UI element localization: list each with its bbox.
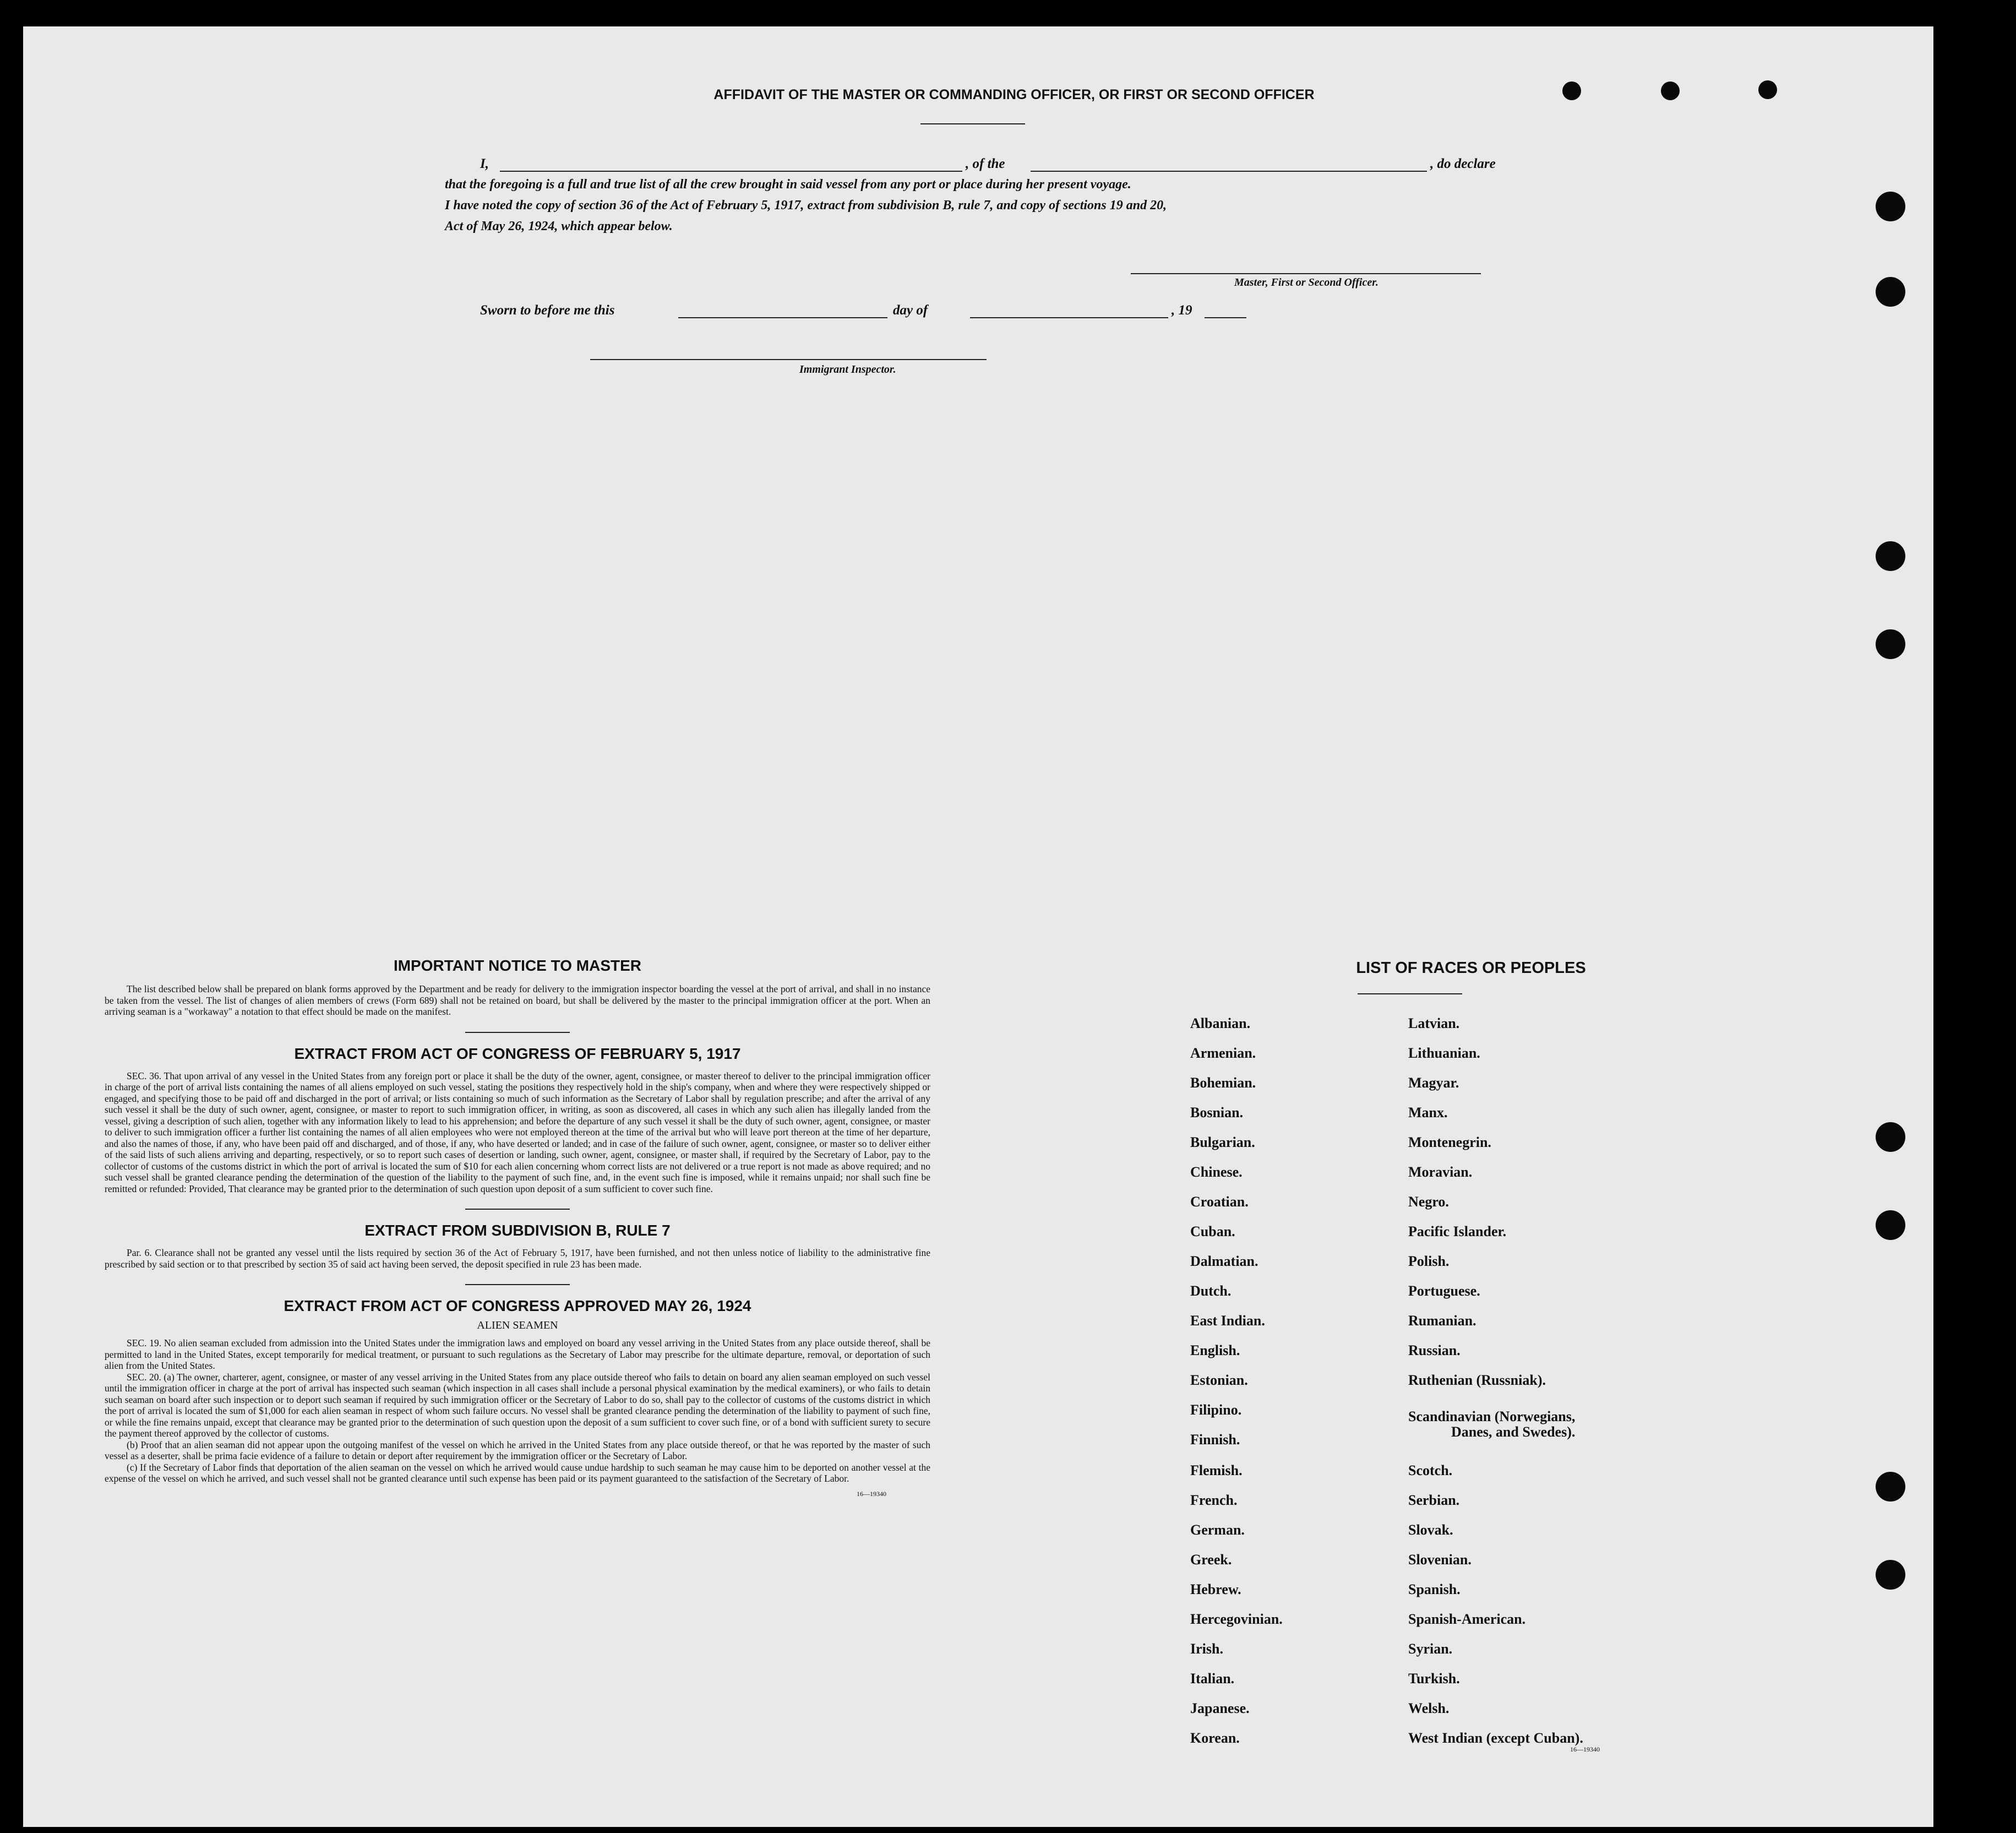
race-item: Bulgarian. [1190,1134,1255,1150]
extract-1917-title: EXTRACT FROM ACT OF CONGRESS OF FEBRUARY 5, 1917 [294,1045,741,1062]
race-item: Magyar. [1408,1075,1459,1091]
binder-hole [1876,629,1905,659]
binder-hole [1876,1560,1905,1590]
race-item: Scandinavian (Norwegians, [1408,1408,1576,1424]
binder-hole [1876,192,1905,221]
race-item: Portuguese. [1408,1283,1480,1299]
race-item: Spanish. [1408,1581,1461,1597]
form-number: 16—19340 [857,1489,886,1498]
race-item: Dalmatian. [1190,1253,1258,1269]
sworn-day-blank [678,317,887,318]
race-item: French. [1190,1492,1238,1508]
race-item: English. [1190,1342,1240,1358]
race-item: Albanian. [1190,1015,1251,1031]
paragraph-6-text: Par. 6. Clearance shall not be granted any vessel until the lists required by section 36 of the Act of February 5, 1917, have been furnished, and not then unless notice of liability to the administrative fine prescribed by said section or to that prescribed by section 35 of said act having been served, the deposit specified in rule 23 has been made. [105,1247,930,1270]
section-19-text: SEC. 19. No alien seaman excluded from admission into the United States under the immigration laws and employed on board any vessel arriving in the United States from any place outside thereof, shall be permitted to land in the United States, except temporarily for medical treatment, or pursuant to such regulations as the Secretary of Labor may prescribe for the ultimate departure, removal, or deportation of such alien from the United States. [105,1337,930,1371]
race-item: Estonian. [1190,1372,1248,1388]
section-20c-text: (c) If the Secretary of Labor finds that deportation of the alien seaman on the vessel on which he arrived would cause undue hardship to such seaman he may cause him to be deported on another vessel at the expense of the vessel on which he arrived, and such vessel shall not be granted clearance until such expense has been paid or its payment guaranteed to the satisfaction of the Secretary of Labor. [105,1461,930,1484]
binder-hole [1876,1122,1905,1152]
race-item: Irish. [1190,1641,1223,1657]
affidavit-line-3: I have noted the copy of section 36 of the Act of February 5, 1917, extract from subdivision B, rule 7, and copy of sections 19 and 20, [445,198,1167,213]
year-label: , 19 [1172,303,1192,318]
race-item: Moravian. [1408,1164,1473,1180]
name-blank [500,171,962,172]
race-item: Slovak. [1408,1522,1453,1538]
races-title: LIST OF RACES OR PEOPLES [1356,959,1586,977]
divider [465,1032,570,1033]
race-item: West Indian (except Cuban). [1408,1730,1583,1746]
punch-dot [1562,81,1581,100]
section-20b-text: (b) Proof that an alien seaman did not appear upon the outgoing manifest of the vessel on which he arrived in the United States from any place outside thereof, or that he was reported by the master of such vessel as a deserter, shall be prima facie evidence of a failure to detain or deport after requirement by the immigration officer or the Secretary of Labor. [105,1439,930,1461]
race-item: Hercegovinian. [1190,1611,1283,1627]
affidavit-line-2: that the foregoing is a full and true list of all the crew brought in said vessel from any port or place during her present voyage. [445,177,1131,192]
race-item: Pacific Islander. [1408,1223,1507,1239]
race-item: Polish. [1408,1253,1450,1269]
race-item: Turkish. [1408,1671,1460,1687]
section-36-text: SEC. 36. That upon arrival of any vessel in the United States from any foreign port or place it shall be the duty of the owner, agent, consignee, or master thereof to deliver to the principal immigration officer in charge of the port of arrival lists containing the names of all aliens employed on such vessel, stating the positions they respectively hold in the ship's company, when and where they were respectively shipped or engaged, and specifying those to be paid off and discharged in the port of arrival; or lists containing so much of such information as the Secretary of Labor shall by regulation prescribe; and after the arrival of any such vessel it shall be the duty of such owner, agent, consignee, or master to report to such immigration officer, in writing, as soon as discovered, all cases in which any such alien has illegally landed from the vessel, giving a description of such alien, together with any information likely to lead to his apprehension; and before the departure of any such vessel it shall be the duty of such owner, agent, consignee, or master to deliver to such immigration officer a further list containing the names of all alien employees who were not employed thereon at the time of the arrival but who will leave port thereon at the time of her departure, and also the names of those, if any, who have been paid off and discharged, and of those, if any, who have deserted or landed; and in case of the failure of such owner, agent, consignee, or master so to deliver either of the said lists of such aliens arriving and departing, respectively, or so to report such cases of desertion or landing, such owner, agent, consignee, or master shall, if required by the Secretary of Labor, pay to the collector of customs of the customs district in which the port of arrival is located the sum of $10 for each alien concerning whom correct lists are not delivered or a true report is not made as above required; and no such vessel shall be granted clearance pending the determination of the question of the liability to the payment of such fine, and, in the event such fine is imposed, while it remains unpaid; nor shall such fine be remitted or refunded: Provided, That clearance may be granted prior to the determination of such question upon deposit of a sum sufficient to cover such fine. [105,1070,930,1194]
race-item: Latvian. [1408,1015,1460,1031]
race-item: Syrian. [1408,1641,1453,1657]
race-item: Slovenian. [1408,1552,1472,1568]
race-item: Montenegrin. [1408,1134,1491,1150]
document-sheet [23,26,1933,1827]
punch-dot [1661,81,1680,100]
race-item: Manx. [1408,1105,1448,1121]
race-item: Flemish. [1190,1462,1243,1478]
master-caption: Master, First or Second Officer. [1234,276,1378,289]
subdivision-b-title: EXTRACT FROM SUBDIVISION B, RULE 7 [364,1222,671,1239]
race-item: Russian. [1408,1342,1461,1358]
affidavit-of-the-label: , of the [966,156,1005,171]
binder-hole [1876,1472,1905,1502]
race-item: Greek. [1190,1552,1232,1568]
race-item: Finnish. [1190,1432,1240,1448]
race-item: Filipino. [1190,1402,1242,1418]
divider [920,123,1025,124]
race-item: Scotch. [1408,1462,1453,1478]
binder-hole [1876,277,1905,307]
race-item: Welsh. [1408,1700,1450,1716]
day-of-label: day of [893,303,928,318]
inspector-signature-line [590,359,987,360]
race-item: Spanish-American. [1408,1611,1526,1627]
form-number: 16—19340 [1570,1745,1600,1753]
year-blank [1205,317,1246,318]
binder-hole [1876,1210,1905,1240]
punch-dot [1758,80,1777,99]
race-item: East Indian. [1190,1313,1265,1329]
divider [1358,993,1462,994]
notice-text: The list described below shall be prepared on blank forms approved by the Department and be ready for delivery to the immigration inspector boarding the vessel at the port of arrival, and shall in no instance be taken from the vessel. The list of changes of alien members of crews (Form 689) shall not be retained on board, but shall be delivered by the master to the principal immigration officer at the port. When an arriving seaman is a "workaway" a notation to that effect should be made on the manifest. [105,983,930,1017]
race-item: German. [1190,1522,1245,1538]
extract-1924-title: EXTRACT FROM ACT OF CONGRESS APPROVED MAY 26, 1924 [284,1297,751,1314]
affidavit-i-label: I, [480,156,489,171]
race-item: Serbian. [1408,1492,1460,1508]
legal-column [105,957,930,1498]
binder-hole [1876,541,1905,571]
divider [465,1209,570,1210]
race-item: Bosnian. [1190,1105,1244,1121]
race-item: Chinese. [1190,1164,1243,1180]
race-item: Hebrew. [1190,1581,1241,1597]
race-item: Italian. [1190,1671,1235,1687]
section-20a-text: SEC. 20. (a) The owner, charterer, agent, consignee, or master of any vessel arriving in the United States from any place outside thereof who fails to detain on board any alien seaman employed on such vessel until the immigration officer in charge at the port of arrival has inspected such seaman (which inspection in all cases shall include a personal physical examination by the medical examiners), or who fails to detain such seaman on board after such inspection or to deport such seaman if required by such immigration officer or the Secretary of Labor to do so, shall pay to the collector of customs of the customs district in which the port of arrival is located the sum of $1,000 for each alien seaman in respect of whom such failure occurs. No vessel shall be granted clearance pending the determination of the liability to payment of such fine, or while the fine remains unpaid, except that clearance may be granted prior to the determination of such question upon the deposit of a sum sufficient to cover such fine, or of a bond with sufficient surety to secure the payment thereof approved by the collector of customs. [105,1371,930,1439]
divider [465,1284,570,1285]
master-signature-line [1131,273,1481,274]
race-item: Croatian. [1190,1194,1249,1210]
affidavit-line-4: Act of May 26, 1924, which appear below. [445,219,673,233]
vessel-blank [1031,171,1427,172]
race-item: Korean. [1190,1730,1240,1746]
race-item: Lithuanian. [1408,1045,1480,1061]
notice-title: IMPORTANT NOTICE TO MASTER [393,957,642,974]
race-item: Ruthenian (Russniak). [1408,1372,1546,1388]
sworn-label: Sworn to before me this [480,303,615,318]
race-item: Negro. [1408,1194,1449,1210]
race-item: Cuban. [1190,1223,1235,1239]
race-item: Armenian. [1190,1045,1256,1061]
alien-seamen-subtitle: ALIEN SEAMEN [477,1319,558,1331]
race-item: Dutch. [1190,1283,1232,1299]
inspector-caption: Immigrant Inspector. [799,363,896,376]
race-item: Danes, and Swedes). [1451,1424,1576,1440]
affidavit-declare-label: , do declare [1430,156,1496,171]
sworn-month-blank [970,317,1168,318]
race-item: Japanese. [1190,1700,1250,1716]
affidavit-title: AFFIDAVIT OF THE MASTER OR COMMANDING OFFICER, OR FIRST OR SECOND OFFICER [713,87,1315,102]
race-item: Rumanian. [1408,1313,1476,1329]
race-item: Bohemian. [1190,1075,1256,1091]
